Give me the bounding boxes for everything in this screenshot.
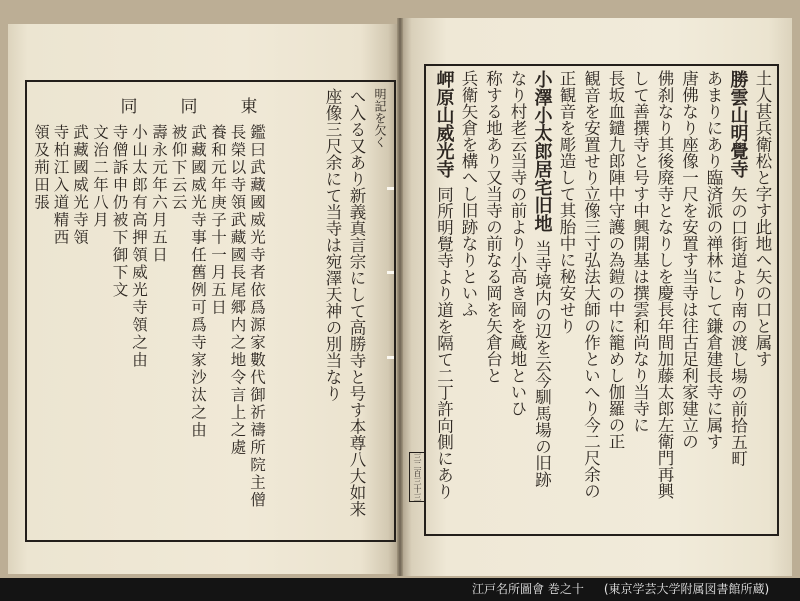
column-text: 当寺境内の辺を云今馴馬場の旧跡 xyxy=(532,240,552,488)
column-text: 正観音を彫造して其胎中に秘安せり xyxy=(557,70,576,334)
image-caption xyxy=(472,582,769,597)
document-block xyxy=(30,124,89,530)
entry-heading: 勝雲山明覺寺 xyxy=(727,70,749,178)
document-column: 寺僧訴申仍被下御下文 xyxy=(110,124,129,299)
column-text: 兵衛矢倉を構へし旧跡なりといふ xyxy=(459,70,478,318)
text-column: 明記を欠く xyxy=(373,88,387,148)
column-text: 矢の口街道より南の渡し場の前拾五町 xyxy=(728,186,748,467)
column-text: あまりにあり臨済派の禅林にして鎌倉建長寺に属す xyxy=(704,70,723,450)
page-number: 三二百三十三 xyxy=(409,452,425,502)
book-gutter xyxy=(397,18,403,576)
document-label: 同 xyxy=(120,97,138,117)
left-page-narrative xyxy=(300,88,392,534)
column-text: 土人甚兵衛松と字す此地へ矢の口と属す xyxy=(753,70,772,367)
document-label: 東 xyxy=(240,97,258,117)
text-column: へ入る又あり新義真言宗にして高勝寺と号す本尊八大如来 xyxy=(347,88,366,517)
document-column: 小山太郎有高押領威光寺領之由 xyxy=(130,124,148,369)
document-column: 被仰下云云 xyxy=(169,124,188,212)
text-column xyxy=(627,70,652,532)
text-column xyxy=(676,70,701,532)
text-column xyxy=(554,70,579,532)
document-block xyxy=(148,124,207,530)
column-text: 称する地あり又当寺の前なる岡を矢倉台と xyxy=(483,70,503,384)
document-column: 長榮以寺領武藏國長尾郷内之地令言上之處 xyxy=(228,124,247,457)
document-column: 武藏國威光寺領 xyxy=(71,124,89,247)
document-column: 文治二年八月 xyxy=(91,124,109,229)
document-column: 壽永元年六月五日 xyxy=(150,124,168,264)
text-column xyxy=(725,70,750,532)
document-column: 養和元年庚子十一月五日 xyxy=(209,124,227,317)
column-text: なり村老云当寺の前より小高き岡を蔵地といひ xyxy=(508,70,527,417)
text-column xyxy=(578,70,603,532)
column-text: 観音を安置せり立像三寸弘法大師の作といへり今二尺余の xyxy=(581,70,601,499)
document-block xyxy=(207,124,266,530)
document-column: 寺柏江入道精西 xyxy=(51,124,70,247)
column-text: 長坂血鑓九郎陣中守護の為鎧の中に籠めし伽羅の正 xyxy=(606,70,625,450)
document-label: 同 xyxy=(180,97,198,117)
entry-heading: 小澤小太郎居宅旧地 xyxy=(531,70,553,232)
text-column xyxy=(750,70,775,532)
caption-holder: (東京学芸大学附属図書館所蔵) xyxy=(603,582,770,596)
column-text: 同所明覺寺より道を隔て二丁許向側にあり xyxy=(434,186,454,500)
column-text: 佛刹なり其後廃寺となりしを慶長年間加藤太郎左衛門再興 xyxy=(655,70,674,499)
document-column: 領及荊田張 xyxy=(32,124,50,212)
column-text: して善撰寺と号す中興開基は撰雲和尚なり当寺に xyxy=(630,70,650,433)
text-column xyxy=(505,70,530,532)
entry-heading: 岬原山威光寺 xyxy=(433,70,455,178)
text-column xyxy=(431,70,456,532)
text-column xyxy=(480,70,505,532)
text-column xyxy=(529,70,554,532)
right-page-text xyxy=(430,70,774,532)
text-column xyxy=(652,70,677,532)
caption-title: 江戸名所圖會 巻之十 xyxy=(472,582,584,596)
text-column: 座像三尺余にて当寺は宛澤天神の別当なり xyxy=(323,88,342,402)
text-column xyxy=(701,70,726,532)
document-block xyxy=(89,124,148,530)
text-column xyxy=(603,70,628,532)
text-column xyxy=(456,70,481,532)
document-column: 武藏國威光寺事任舊例可爲寺家沙汰之由 xyxy=(189,124,207,439)
column-text: 唐佛なり座像一尺を安置す当寺は往古足利家建立の xyxy=(679,70,699,450)
document-column: 鑑曰武藏國威光寺者依爲源家數代御祈禱所院主僧 xyxy=(248,124,266,509)
